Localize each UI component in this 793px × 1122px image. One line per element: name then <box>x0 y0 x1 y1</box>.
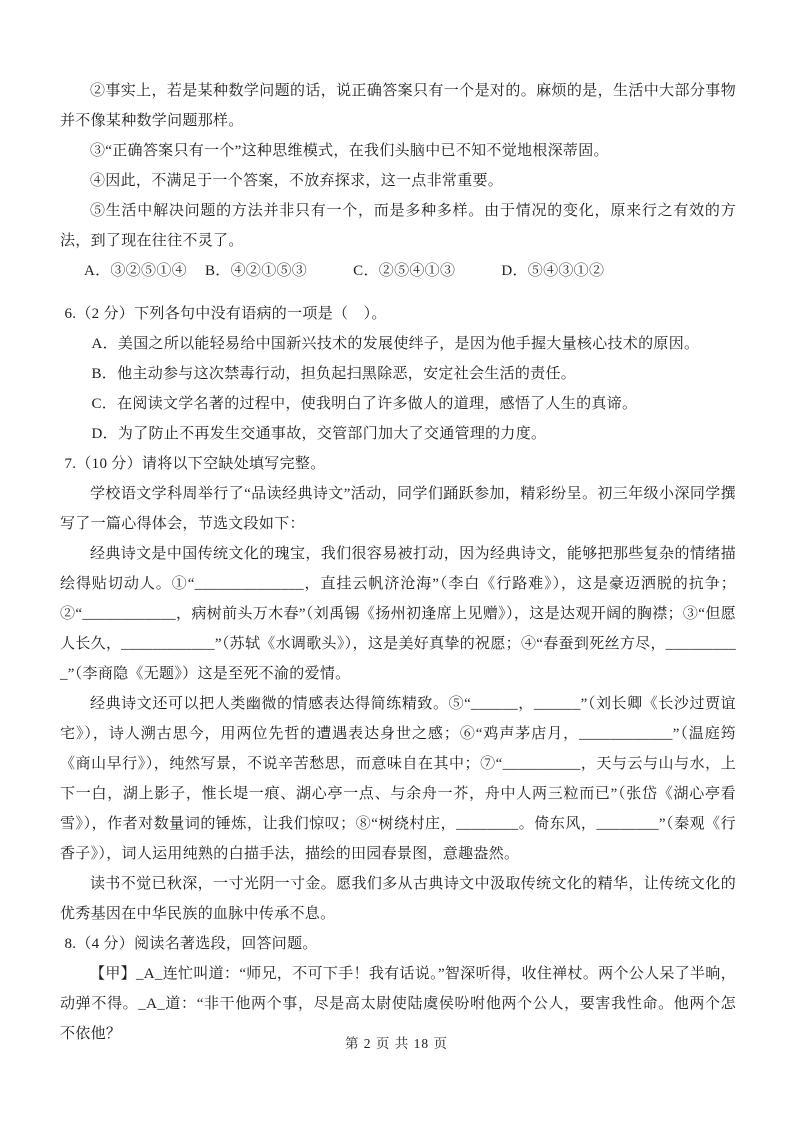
q7-passage-paragraph-1: 经典诗文是中国传统文化的瑰宝，我们很容易被打动，因为经典诗文，能够把那些复杂的情绪描绘得贴切动人。①“______________，直挂云帆济沧海”（李白《行路难》），这是豪迈洒脱的抗争；②“____________，病树前头万木春”（刘禹锡《扬州初逢席上见赠》），这是达观开阔的胸襟；③“但愿人长久，____________”（苏轼《水调歌头》），这是美好真挚的祝愿；④“春蚕到死丝方尽，__________”（李商隐《无题》）这是至死不渝的爱情。 <box>60 546 736 682</box>
q5-answer-options-row <box>60 256 736 286</box>
q5-option-c: C．②⑤④①③ <box>353 263 456 279</box>
q5-statement-5: ⑤生活中解决问题的方法并非只有一个，而是多种多样。由于情况的变化，原来行之有效的方法，到了现在往往不灵了。 <box>60 203 736 249</box>
q5-option-a: A．③②⑤①④ <box>84 263 187 279</box>
q6-stem: 6.（2 分）下列各句中没有语病的一项是（ ）。 <box>64 306 387 322</box>
q8-stem: 8.（4 分）阅读名著选段，回答问题。 <box>64 936 318 952</box>
q5-option-d: D．⑤④③①② <box>501 263 605 279</box>
q6-option-b: B．他主动参与这次禁毒行动，担负起扫黑除恶，安定社会生活的责任。 <box>91 366 577 382</box>
q6-option-a: A．美国之所以能轻易给中国新兴技术的发展使绊子，是因为他手握大量核心技术的原因。 <box>91 336 700 352</box>
q7-closing-paragraph: 读书不觉已秋深，一寸光阴一寸金。愿我们多从古典诗文中汲取传统文化的精华，让传统文化的优秀基因在中华民族的血脉中传承不息。 <box>60 876 736 922</box>
q7-stem: 7.（10 分）请将以下空缺处填写完整。 <box>64 456 326 472</box>
q8-excerpt-paragraph: 【甲】_A_连忙叫道：“师兄，不可下手！我有话说。”智深听得，收住禅杖。两个公人呆了半晌，动弹不得。_A_道：“非干他两个事，尽是高太尉使陆虞侯吩咐他两个公人，要害我性命。他两个怎不依他？ <box>60 966 736 1042</box>
q5-option-b: B．④②①⑤③ <box>205 263 308 279</box>
q7-passage-paragraph-2: 经典诗文还可以把人类幽微的情感表达得简练精致。⑤“______，______”（刘长卿《长沙过贾谊宅》），诗人溯古思今，用两位先哲的遭遇表达身世之感；⑥“鸡声茅店月，____________”（温庭筠《商山早行》），纯然写景，不说辛苦愁思，而意味自在其中；⑦“__________，天与云与山与水，上下一白，湖上影子，惟长堤一痕、湖心亭一点、与余舟一芥，舟中人两三粒而已”（张岱《湖心亭看雪》），作者对数量词的锤炼，让我们惊叹；⑧“树绕村庄，________。倚东风，________”（秦观《行香子》），词人运用纯熟的白描手法，描绘的田园春景图，意趣盎然。 <box>60 696 736 862</box>
q7-intro-paragraph: 学校语文学科周举行了“品读经典诗文”活动，同学们踊跃参加，精彩纷呈。初三年级小深同学撰写了一篇心得体会，节选文段如下： <box>60 486 736 532</box>
q6-option-c: C．在阅读文学名著的过程中，使我明白了许多做人的道理，感悟了人生的真谛。 <box>91 396 638 412</box>
q5-statement-2: ②事实上，若是某种数学问题的话，说正确答案只有一个是对的。麻烦的是，生活中大部分事物并不像某种数学问题那样。 <box>60 83 736 129</box>
q6-option-d: D．为了防止不再发生交通事故，交管部门加大了交通管理的力度。 <box>91 426 547 442</box>
q5-statement-3: ③“正确答案只有一个”这种思维模式，在我们头脑中已不知不觉地根深蒂固。 <box>90 143 609 159</box>
page-footer: 第 2 页 共 18 页 <box>344 1036 449 1051</box>
q5-statement-4: ④因此，不满足于一个答案，不放弃探求，这一点非常重要。 <box>90 173 504 189</box>
